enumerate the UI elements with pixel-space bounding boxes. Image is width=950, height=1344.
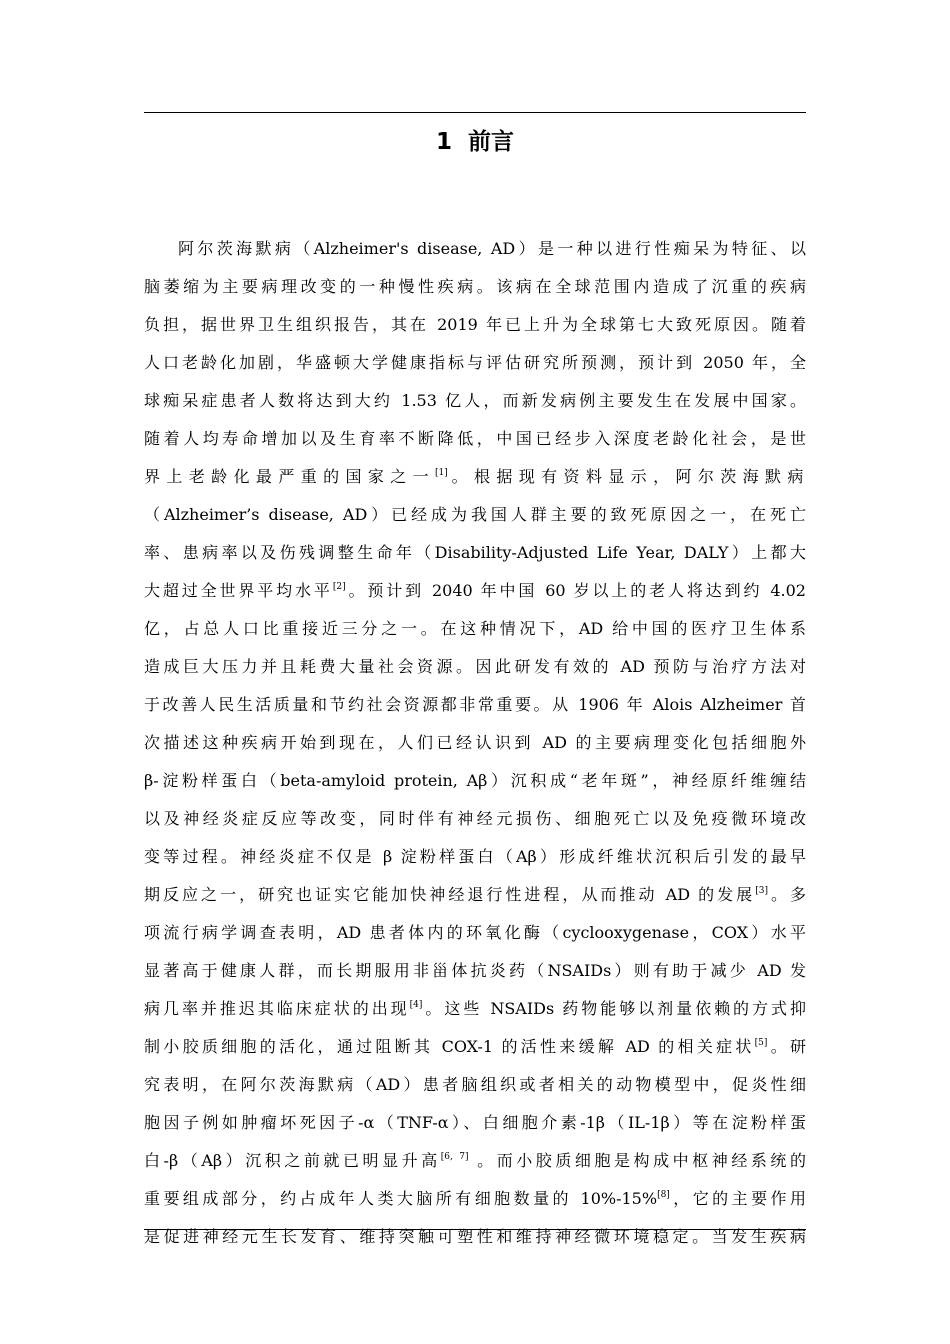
text-line: 项流行病学调查表明，AD 患者体内的环氧化酶（cyclooxygenase，COX）水平: [144, 923, 806, 942]
citation: [4]: [409, 999, 423, 1010]
text-line: 究表明，在阿尔茨海默病（AD）患者脑组织或者相关的动物模型中，促炎性细: [144, 1075, 806, 1094]
text-line: （Alzheimer’s disease, AD）已经成为我国人群主要的致死原因之一，在死亡: [144, 505, 806, 524]
text-line: 胞因子例如肿瘤坏死因子-α（TNF-α）、白细胞介素-1β（IL-1β）等在淀粉样蛋: [144, 1113, 806, 1132]
section-heading: [144, 124, 806, 160]
text-line: 界上老龄化最严重的国家之一[1]。根据现有资料显示，阿尔茨海默病: [144, 467, 806, 486]
text-line: 负担，据世界卫生组织报告，其在 2019 年已上升为全球第七大致死原因。随着: [144, 315, 806, 334]
text-line: 阿尔茨海默病（Alzheimer's disease, AD）是一种以进行性痴呆为特征、以: [178, 239, 806, 258]
text-line: 于改善人民生活质量和节约社会资源都非常重要。从 1906 年 Alois Alzheimer 首: [144, 695, 806, 714]
section-title: 前言: [468, 129, 515, 155]
text-line: 期反应之一，研究也证实它能加快神经退行性进程，从而推动 AD 的发展[3]。多: [144, 885, 806, 904]
text-line: 病几率并推迟其临床症状的出现[4]。这些 NSAIDs 药物能够以剂量依赖的方式抑: [144, 999, 806, 1018]
text-line: 制小胶质细胞的活化，通过阻断其 COX-1 的活性来缓解 AD 的相关症状[5]。研: [144, 1037, 806, 1056]
citation: [3]: [755, 885, 768, 896]
text-line: 随着人均寿命增加以及生育率不断降低，中国已经步入深度老龄化社会，是世: [144, 429, 806, 448]
section-number: 1: [435, 129, 452, 155]
text-line: 亿，占总人口比重接近三分之一。在这种情况下，AD 给中国的医疗卫生体系: [144, 619, 806, 638]
text-line: 脑萎缩为主要病理改变的一种慢性疾病。该病在全球范围内造成了沉重的疾病: [144, 277, 806, 296]
text-line: 率、患病率以及伤残调整生命年（Disability-Adjusted Life Year, DALY）上都大: [144, 543, 806, 562]
text-line: 大超过全世界平均水平[2]。预计到 2040 年中国 60 岁以上的老人将达到约 4.02: [144, 581, 806, 600]
text-line: 是促进神经元生长发育、维持突触可塑性和维持神经微环境稳定。当发生疾病: [144, 1227, 806, 1246]
header-rule: [144, 112, 806, 113]
text-line: 白-β（Aβ）沉积之前就已明显升高[6, 7] 。而小胶质细胞是构成中枢神经系统的: [144, 1151, 806, 1170]
citation: [8]: [657, 1189, 670, 1200]
text-line: 以及神经炎症反应等改变，同时伴有神经元损伤、细胞死亡以及免疫微环境改: [144, 809, 806, 828]
text-line: 显著高于健康人群，而长期服用非甾体抗炎药（NSAIDs）则有助于减少 AD 发: [144, 961, 806, 980]
citation: [5]: [754, 1037, 768, 1048]
citation: [1]: [435, 467, 448, 478]
text-line: 球痴呆症患者人数将达到大约 1.53 亿人，而新发病例主要发生在发展中国家。: [144, 391, 806, 410]
text-line: 人口老龄化加剧，华盛顿大学健康指标与评估研究所预测，预计到 2050 年，全: [144, 353, 806, 372]
text-line: 造成巨大压力并且耗费大量社会资源。因此研发有效的 AD 预防与治疗方法对: [144, 657, 806, 676]
text-line: 变等过程。神经炎症不仅是 β 淀粉样蛋白（Aβ）形成纤维状沉积后引发的最早: [144, 847, 806, 866]
text-line: β-淀粉样蛋白（beta-amyloid protein, Aβ）沉积成“老年斑”，神经原纤维缠结: [144, 771, 806, 790]
citation: [2]: [332, 581, 346, 592]
text-line: 重要组成部分，约占成年人类大脑所有细胞数量的 10%-15%[8]，它的主要作用: [144, 1189, 806, 1208]
body-paragraph: [144, 230, 806, 1256]
footer-rule: [144, 1229, 806, 1230]
text-line: 次描述这种疾病开始到现在，人们已经认识到 AD 的主要病理变化包括细胞外: [144, 733, 806, 752]
citation: [6, 7]: [440, 1151, 469, 1162]
